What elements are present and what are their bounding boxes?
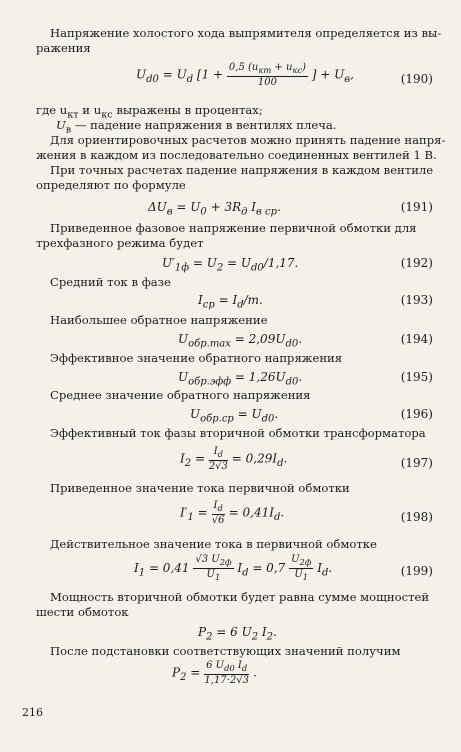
text-line: Приведенное фазовое напряжение первичной обмотки для xyxy=(50,221,417,235)
equation-number: (194) xyxy=(400,332,433,346)
equation-number: (192) xyxy=(400,256,433,270)
text-line: ражения xyxy=(36,41,91,55)
equation-number: (199) xyxy=(400,564,433,578)
text-line: $U_в$ — падение напряжения в вентилях плеча. xyxy=(56,118,337,136)
fraction: $\frac{√3 U_{2ф}}{U_1}$ xyxy=(195,554,232,582)
equation-power-final: $P_2$ = $\frac{6 U_{d0} I_d}{1,17\cdot 2√3}$ . xyxy=(172,660,257,686)
text-line: Мощность вторичной обмотки будет равна сумме мощностей xyxy=(50,590,430,604)
equation-199: $I_1 = 0,41$ $\frac{√3 U_{2ф}}{U_1}$ $I_d = 0,7$ $\frac{U_{2ф}}{U_1}$ $I_d$. xyxy=(134,554,333,582)
page-number: 216 xyxy=(22,706,43,719)
fraction: $\frac{I_d}{2√3}$ xyxy=(208,446,228,472)
equation-192: $U'_{1ф} = U_2 = U_{d0}/1,17$. xyxy=(162,256,299,274)
text-line: жения в каждом из последовательно соединенных вентилей 1 В. xyxy=(36,148,437,162)
text-line: Напряжение холостого хода выпрямителя определяется из вы- xyxy=(50,26,442,40)
fraction: $\frac{0,5 (u_{кт} + u_{кс})}{100}$ xyxy=(228,62,306,88)
equation-197: $I_2$ = $\frac{I_d}{2√3}$ = $0,29I_d$. xyxy=(180,446,288,472)
equation-194: $U_{обр.max} = 2,09U_{d0}$. xyxy=(178,332,303,350)
fraction: $\frac{I_d}{√6}$ xyxy=(211,500,225,526)
equation-number: (190) xyxy=(400,72,433,86)
text-line: шести обмоток xyxy=(36,605,129,619)
text-line: Для ориентировочных расчетов можно принять падение напря- xyxy=(50,133,446,147)
equation-number: (196) xyxy=(400,407,433,421)
equation-190: $U_{d0} = U_d$ [1 + $\frac{0,5 (u_{кт} + u_{кс})}{100}$ ] + $U_в$, xyxy=(136,62,354,88)
text-line: Приведенное значение тока первичной обмотки xyxy=(50,481,350,495)
text-line: Эффективный ток фазы вторичной обмотки трансформатора xyxy=(50,426,426,440)
fraction: $\frac{6 U_{d0} I_d}{1,17\cdot 2√3}$ xyxy=(204,660,249,686)
equation-195: $U_{обр.эфф} = 1,26U_{d0}$. xyxy=(178,370,303,388)
equation-198: $I'_1$ = $\frac{I_d}{√6}$ = $0,41I_d$. xyxy=(180,500,285,526)
text-line: Среднее значение обратного напряжения xyxy=(50,388,311,402)
equation-power: $P_2 = 6$ $U_2$ $I_2$. xyxy=(198,625,277,643)
equation-number: (195) xyxy=(400,370,433,384)
equation-number: (193) xyxy=(400,293,433,307)
fraction: $\frac{U_{2ф}}{U_1}$ xyxy=(291,554,312,582)
text-line: Эффективное значение обратного напряжения xyxy=(50,351,343,365)
equation-191: $\Delta U_в = U_0 + 3R_д$ $I_{в ср}$. xyxy=(148,200,281,218)
text-line: После подстановки соответствующих значений получим xyxy=(50,644,401,658)
text-line: где $u_{кт}$ и $u_{кс}$ выражены в процентах; xyxy=(36,103,263,121)
text-line: Действительное значение тока в первичной обмотке xyxy=(50,537,377,551)
equation-193: $I_{ср} = I_d/m$. xyxy=(198,293,263,311)
text-line: Средний ток в фазе xyxy=(50,275,171,289)
equation-number: (191) xyxy=(400,200,433,214)
text-line: При точных расчетах падение напряжения в каждом вентиле xyxy=(50,163,434,177)
equation-number: (197) xyxy=(400,456,433,470)
text-line: Наибольшее обратное напряжение xyxy=(50,313,268,327)
equation-number: (198) xyxy=(400,510,433,524)
equation-196: $U_{обр.ср} = U_{d0}$. xyxy=(190,407,279,425)
text-line: трехфазного режима будет xyxy=(36,236,204,250)
text-line: определяют по формуле xyxy=(36,178,186,192)
